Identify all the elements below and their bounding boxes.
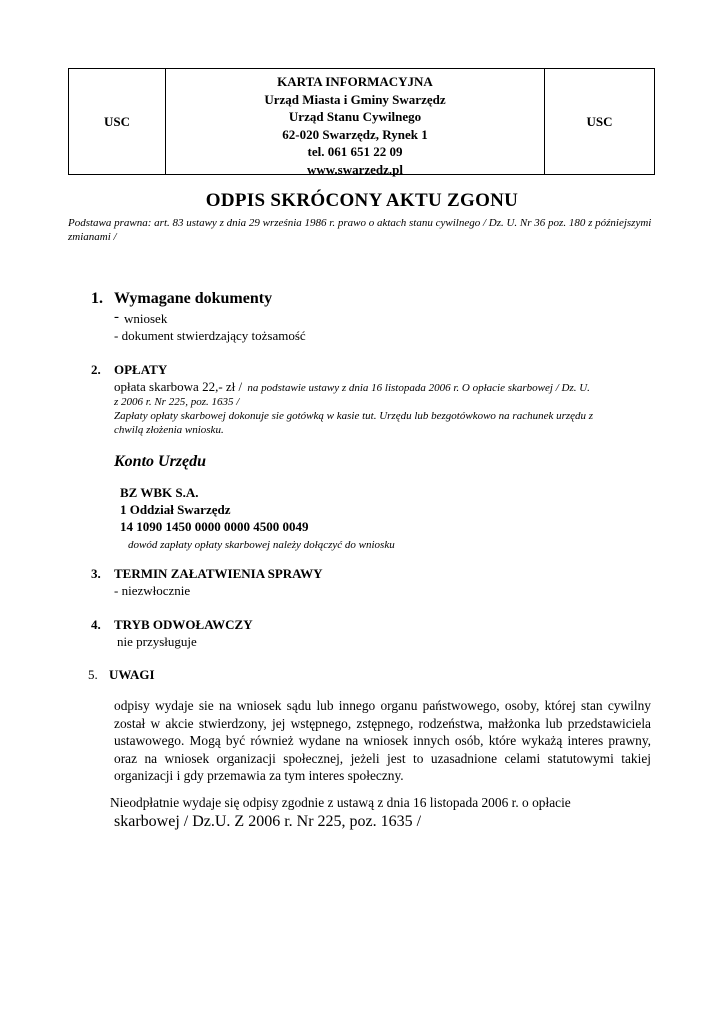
section-1-item-request: wniosek (124, 311, 168, 326)
fee-basis-2: z 2006 r. Nr 225, poz. 1635 / (114, 396, 240, 408)
section-5-heading: UWAGI (109, 667, 155, 682)
header-line-department: Urząd Stanu Cywilnego (288, 109, 422, 124)
section-4-text: nie przysługuje (117, 634, 197, 649)
payment-info-2: chwilą złożenia wniosku. (114, 424, 224, 436)
section-4-number: 4. (91, 617, 101, 632)
header-line-website[interactable]: www.swarzedz.pl (306, 161, 404, 177)
section-1-item-id: - dokument stwierdzający tożsamość (114, 328, 306, 343)
fee-label: opłata skarbowa 22,- zł / (114, 379, 243, 394)
header-right-label: USC (544, 69, 654, 174)
legal-basis: Podstawa prawna: art. 83 ustawy z dnia 29 września 1986 r. prawo o aktach stanu cywilnego / Dz. U. Nr 36 poz. 180 z późniejszymi zmianami / (68, 217, 652, 243)
section-3-number: 3. (91, 566, 101, 581)
account-number: 14 1090 1450 0000 0000 4500 0049 (120, 519, 309, 534)
section-3-heading: TERMIN ZAŁATWIENIA SPRAWY (114, 566, 323, 581)
header-line-card-title: KARTA INFORMACYJNA (277, 74, 433, 89)
bank-name: BZ WBK S.A. (120, 485, 199, 500)
section-3-text: - niezwłocznie (114, 583, 191, 598)
fee-basis-1: na podstawie ustawy z dnia 16 listopada 2006 r. O opłacie skarbowej / Dz. U. (247, 382, 590, 394)
account-heading: Konto Urzędu (114, 453, 207, 470)
section-2-heading: OPŁATY (114, 362, 168, 377)
header-center (166, 69, 544, 177)
header-left-label: USC (69, 69, 166, 174)
header-line-office: Urząd Miasta i Gminy Swarzędz (264, 91, 446, 107)
payment-info-1: Zapłaty opłaty skarbowej dokonuje sie gotówką w kasie tut. Urzędu lub bezgotówkowo na rachunek urzędu z (114, 410, 594, 422)
section-2-number: 2. (91, 362, 101, 377)
free-copies-note-2: skarbowej / Dz.U. Z 2006 r. Nr 225, poz. 1635 / (114, 813, 422, 830)
section-4-heading: TRYB ODWOŁAWCZY (114, 617, 253, 632)
section-1-number: 1. (91, 290, 103, 307)
header-box (68, 68, 655, 175)
section-1-heading: Wymagane dokumenty (114, 290, 273, 307)
header-line-address: 62-020 Swarzędz, Rynek 1 (282, 126, 428, 142)
section-5-number: 5. (88, 667, 98, 682)
document-title: ODPIS SKRÓCONY AKTU ZGONU (205, 190, 519, 211)
bank-branch: 1 Oddział Swarzędz (120, 502, 231, 517)
remarks-paragraph: odpisy wydaje sie na wniosek sądu lub innego organu państwowego, osoby, której stan cywilny został w akcie stwierdzony, jej wstępnego, zstępnego, rodzeństwa, małżonka lub przedstawiciela ustawowego. Mogą być również wydane na wniosek innych osób, które wykażą interes prawny, oraz na wniosek organizacji społecznej, jeżeli jest to uzasadnione celami statutowymi takiej organizacji i gdy przemawia za tym interes społeczny. (114, 698, 651, 784)
header-line-phone: tel. 061 651 22 09 (307, 144, 403, 159)
section-1-dash: - (114, 309, 119, 325)
free-copies-note-1: Nieodpłatnie wydaje się odpisy zgodnie z ustawą z dnia 16 listopada 2006 r. o opłacie (110, 795, 571, 810)
proof-note: dowód zapłaty opłaty skarbowej należy dołączyć do wniosku (128, 539, 395, 551)
fee-line (114, 379, 590, 395)
